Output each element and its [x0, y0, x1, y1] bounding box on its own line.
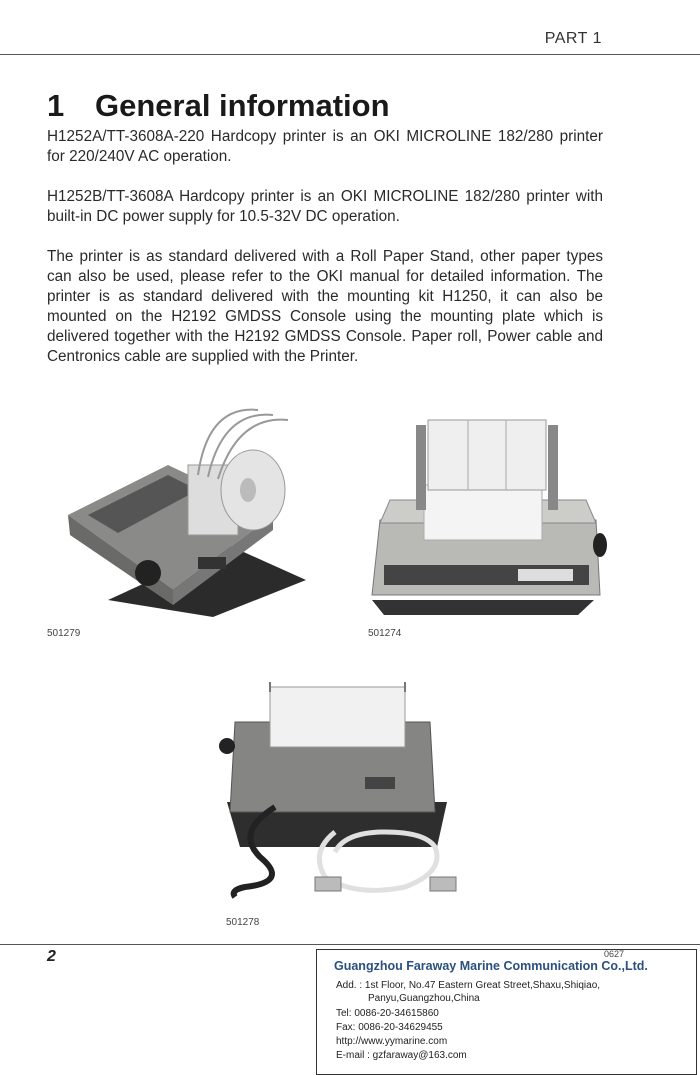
section-number: 1	[47, 88, 65, 123]
email-link[interactable]: E-mail : gzfaraway@163.com	[336, 1050, 467, 1061]
paragraph-text: H1252B/TT-3608A Hardcopy printer is an OKI MICROLINE 182/280 printer with built-in DC power supply for 10.5-32V DC operation.	[47, 188, 603, 225]
printer-front-photo	[368, 405, 608, 617]
website-link[interactable]: http://www.yymarine.com	[336, 1036, 448, 1047]
document-code: 0627	[604, 949, 625, 959]
figure-caption: 501279	[47, 628, 81, 639]
paragraph-text: The printer is as standard delivered with a Roll Paper Stand, other paper types can also be used, please refer to the OKI manual for detailed information. The printer is as standard delivered with the mounting kit H1250, it can also be mounted on the H2192 GMDSS Console using the mounting plate which is delivered together with the H2192 GMDSS Console. Paper roll, Power cable and Centronics cable are supplied with the Printer.	[47, 248, 603, 365]
section-heading	[47, 88, 390, 124]
figure-caption: 501274	[368, 628, 402, 639]
footer-rule	[0, 944, 700, 945]
address-line: Panyu,Guangzhou,China	[368, 993, 480, 1004]
header-rule	[0, 54, 700, 55]
printer-side-photo	[48, 395, 313, 620]
address-line: Add. : 1st Floor, No.47 Eastern Great Street,Shaxu,Shiqiao,	[336, 980, 601, 991]
section-title: General information	[95, 88, 390, 123]
paragraph-ac	[47, 127, 603, 167]
page-number: 2	[47, 948, 56, 965]
phone-number: Tel: 0086-20-34615860	[336, 1008, 439, 1019]
fax-number: Fax: 0086-20-34629455	[336, 1022, 443, 1033]
paragraph-text: H1252A/TT-3608A-220 Hardcopy printer is an OKI MICROLINE 182/280 printer for 220/240V AC operation.	[47, 128, 603, 165]
figure-caption: 501278	[226, 917, 260, 928]
paragraph-delivery	[47, 247, 603, 367]
company-name: Guangzhou Faraway Marine Communication Co.,Ltd.	[334, 959, 648, 973]
printer-rear-cables-photo	[215, 682, 463, 910]
paragraph-dc	[47, 187, 603, 227]
part-label: PART 1	[544, 30, 602, 47]
